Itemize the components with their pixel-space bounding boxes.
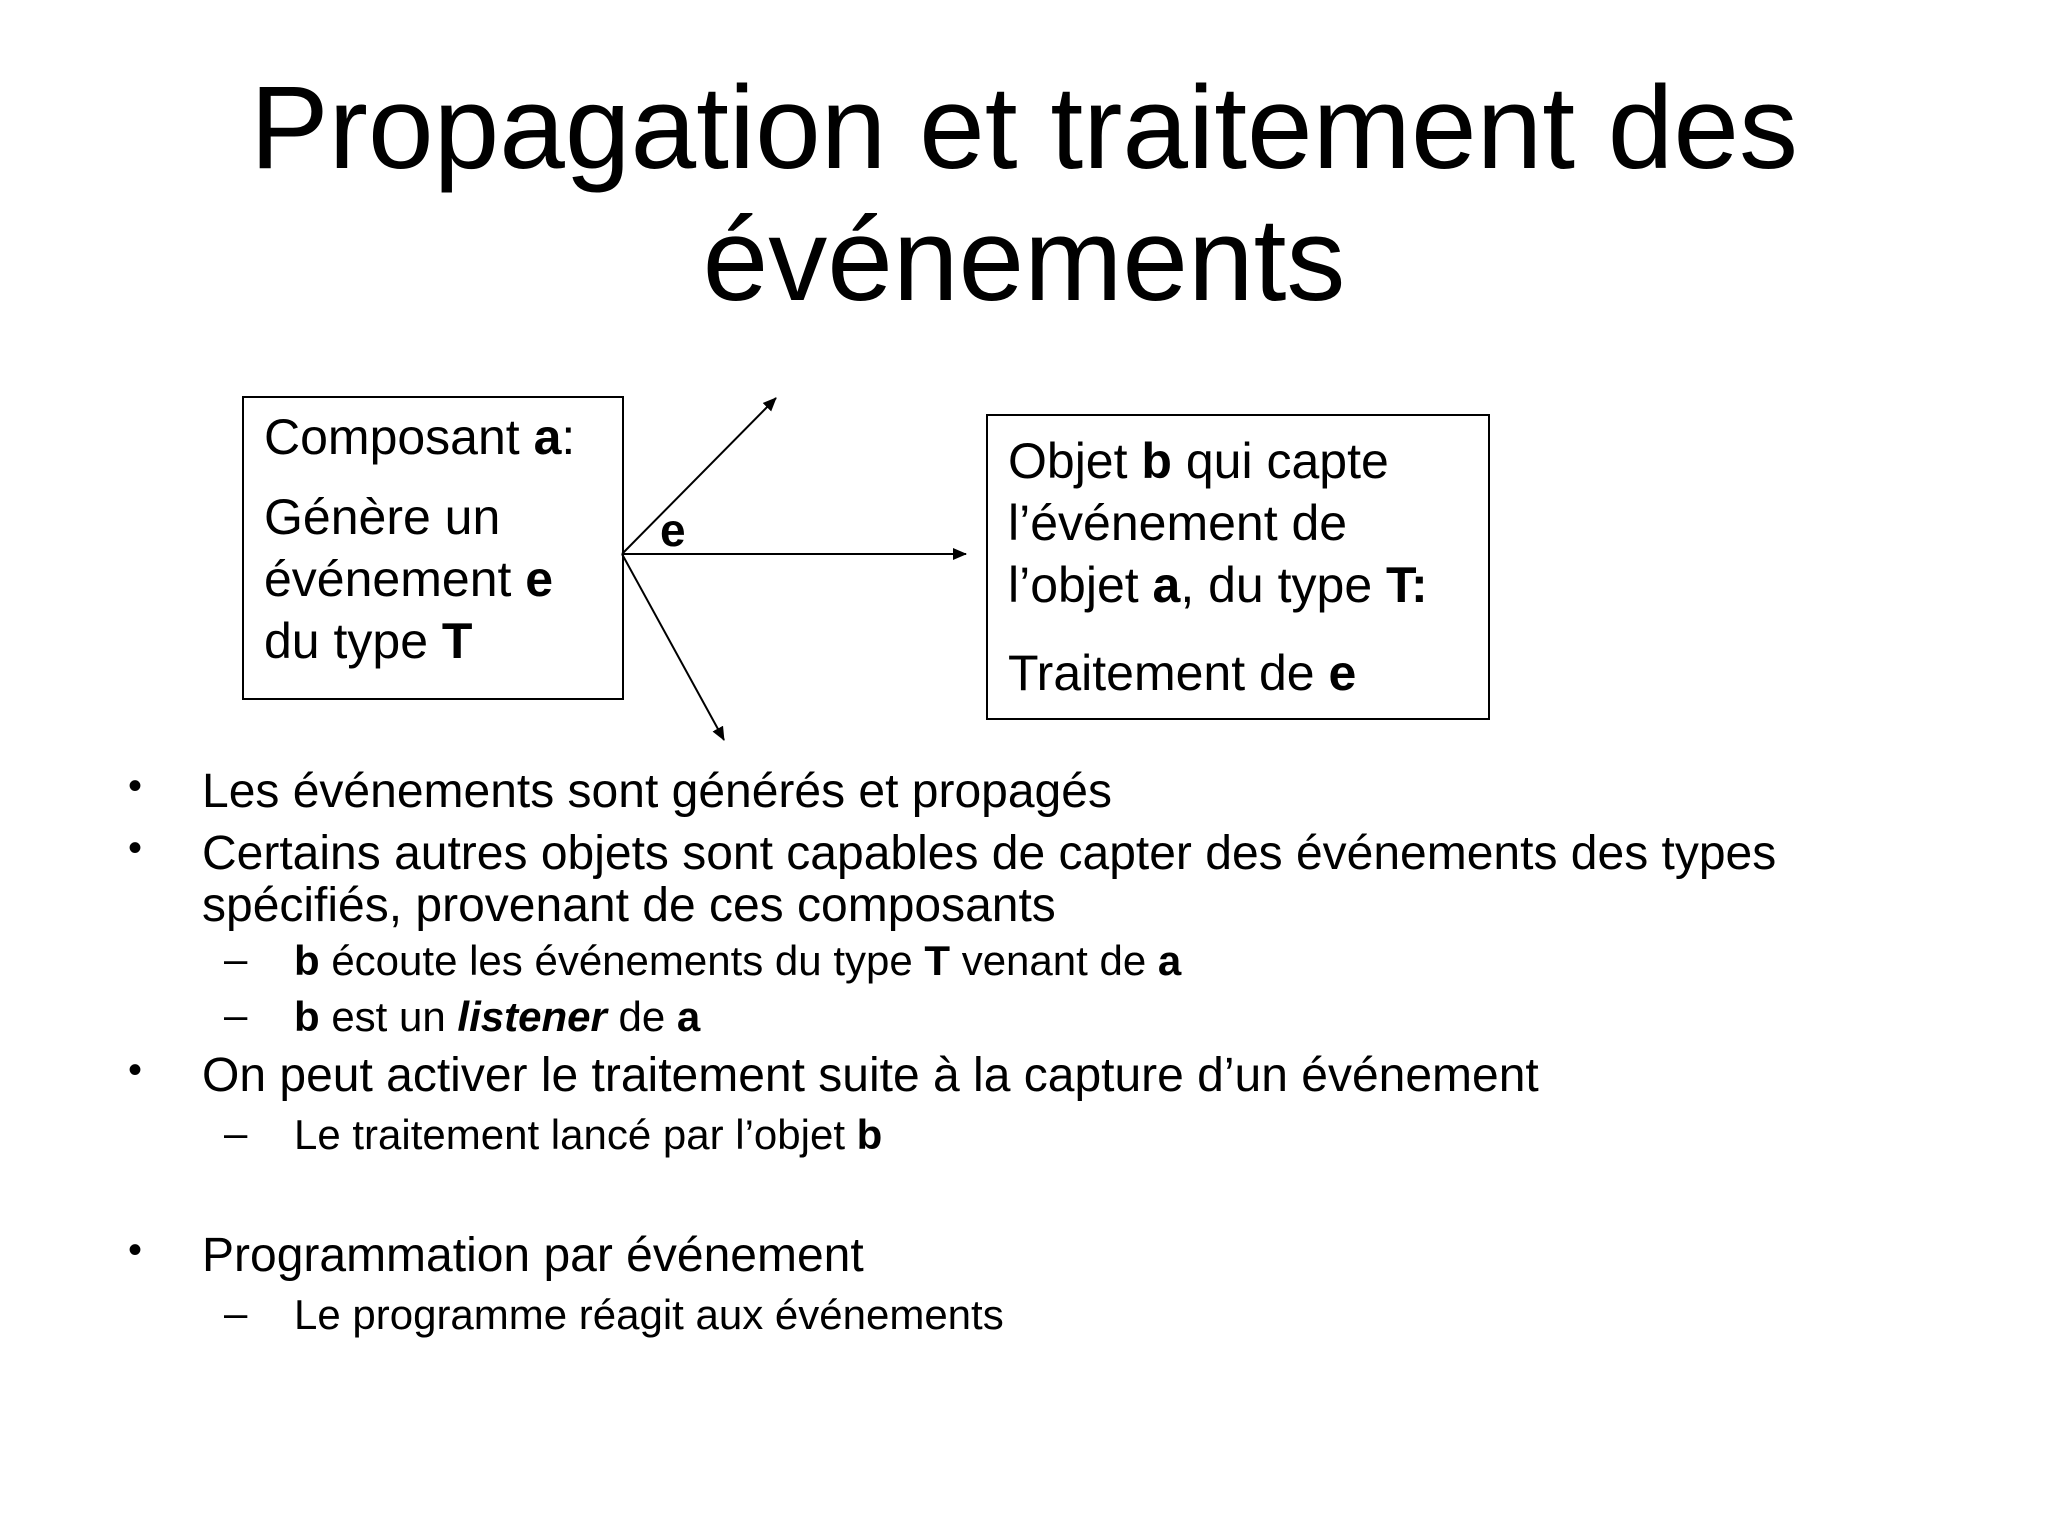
- text-run: événement: [264, 551, 526, 607]
- text-run: , du type: [1180, 557, 1387, 613]
- arrow-up: [622, 398, 776, 554]
- bold-run: T: [924, 937, 951, 984]
- bullet-item: [128, 826, 2002, 932]
- event-label: e: [660, 504, 686, 556]
- bullet-text: Les événements sont générés et propagés: [202, 765, 1112, 818]
- dash-mark: –: [224, 991, 248, 1038]
- bullet-item: [128, 1228, 2002, 1282]
- bullet-text: spécifiés, provenant de ces composants: [202, 879, 1056, 932]
- text-run: de: [606, 993, 677, 1040]
- bold-run: e: [525, 551, 554, 607]
- bold-run: b: [856, 1111, 883, 1158]
- bold-run: a: [676, 993, 701, 1040]
- sub-bullet-item: [224, 991, 1994, 1042]
- text-run: Traitement de: [1008, 645, 1329, 701]
- bullet-mark: •: [128, 764, 143, 808]
- text-run: du type: [264, 613, 442, 669]
- bold-run: b: [294, 937, 320, 984]
- slide-title: Propagation et traitement des événements: [249, 62, 1799, 326]
- bold-run: T:: [1386, 557, 1428, 613]
- bold-run: e: [1328, 645, 1357, 701]
- bullet-text: Certains autres objets sont capables de capter des événements des types: [202, 827, 1777, 880]
- bold-run: b: [294, 993, 320, 1040]
- bold-run: T: [441, 613, 473, 669]
- dash-mark: –: [224, 1289, 248, 1336]
- bold-run: a: [1152, 557, 1181, 613]
- bold-run: a: [1157, 937, 1182, 984]
- sub-bullet-item: [224, 1109, 1994, 1160]
- dash-mark: –: [224, 1109, 248, 1156]
- bold-italic-run: listener: [457, 993, 607, 1040]
- bullet-text: Programmation par événement: [202, 1229, 864, 1282]
- text-run: écoute les événements du type: [319, 937, 925, 984]
- text-run: venant de: [950, 937, 1158, 984]
- listener-b-line1: [1008, 430, 1488, 492]
- listener-b-box: [986, 414, 1490, 720]
- listener-b-line2: l’événement de: [1008, 495, 1348, 551]
- arrow-down: [622, 554, 724, 740]
- bullet-mark: •: [128, 1048, 143, 1092]
- dash-mark: –: [224, 935, 248, 982]
- listener-b-line3: [1008, 554, 1488, 616]
- bullet-item: [128, 764, 2002, 818]
- component-a-line1: Génère un: [264, 489, 501, 545]
- text-run: Le programme réagit aux événements: [294, 1291, 1004, 1338]
- sub-bullet-item: [224, 935, 1994, 986]
- text-run: qui capte: [1171, 433, 1389, 489]
- text-run: est un: [319, 993, 458, 1040]
- bold-run: b: [1141, 433, 1172, 489]
- text-run: Objet: [1008, 433, 1142, 489]
- bullet-item: [128, 1048, 2002, 1102]
- sub-bullet-item: [224, 1289, 1994, 1340]
- text-run: Le traitement lancé par l’objet: [294, 1111, 857, 1158]
- text-run: l’objet: [1008, 557, 1153, 613]
- text-run: Composant: [264, 409, 534, 465]
- bullet-mark: •: [128, 1228, 143, 1272]
- bullet-mark: •: [128, 826, 143, 870]
- text-run: :: [561, 409, 576, 465]
- bold-run: a: [533, 409, 562, 465]
- bullet-text: On peut activer le traitement suite à la capture d’un événement: [202, 1049, 1539, 1102]
- listener-b-line4: [1008, 642, 1488, 704]
